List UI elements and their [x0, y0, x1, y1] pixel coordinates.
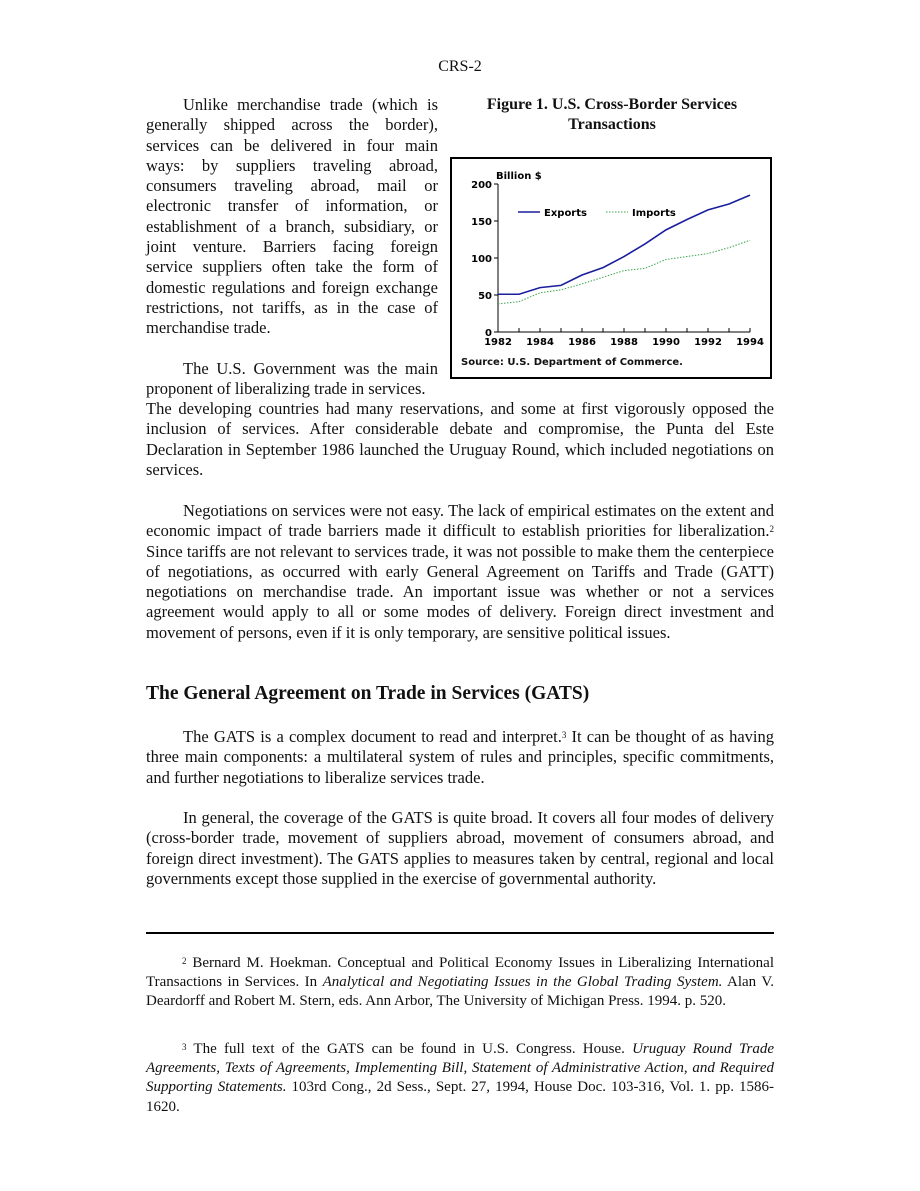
- intro-paragraph: Unlike merchandise trade (which is generally shipped across the border), services can be delivered in four main ways: by suppliers traveling abroad, consumers traveling abroad, mail or electronic transfer of information, or establishment of a branch, subsidiary, or joint venture. Barriers facing foreign service suppliers often take the form of domestic regulations and foreign exchange restrictions, not tariffs, as in the case of merchandise trade.: [146, 95, 438, 338]
- x-tick-label: 1988: [610, 337, 638, 348]
- gats-p1-text-b: It can be thought of as having three main components: a multilateral system of rules and principles, specific commitments, and further negotiations to liberalize services trade.: [146, 727, 774, 787]
- legend-label-imports: Imports: [632, 208, 676, 219]
- gats-paragraph-2: In general, the coverage of the GATS is quite broad. It covers all four modes of delivery (cross-border trade, movement of suppliers abroad, movement of consumers abroad, and foreign direct investment). The GATS applies to measures taken by central, regional and local governments except those supplied in the exercise of governmental authority.: [146, 808, 774, 888]
- footnote-ref-2[interactable]: 2: [769, 524, 774, 535]
- chart-source: Source: U.S. Department of Commerce.: [461, 357, 683, 368]
- line-chart: [452, 159, 770, 377]
- y-tick-label: 150: [471, 217, 492, 228]
- figure-1: [450, 95, 774, 368]
- y-tick-label: 200: [471, 180, 492, 191]
- series-line-exports: [498, 195, 750, 294]
- legend-label-exports: Exports: [544, 208, 587, 219]
- footnote-3: [146, 1040, 774, 1117]
- y-tick-label: 50: [478, 291, 492, 302]
- footnote-2-text-b: Alan V. Deardorff and Robert M. Stern, eds. Ann Arbor, The University of Michigan Press. 1994. p. 520.: [146, 974, 775, 1010]
- y-tick-label: 100: [471, 254, 492, 265]
- x-tick-label: 1986: [568, 337, 596, 348]
- page-header: CRS-2: [438, 58, 482, 75]
- gats-p1-text-a: The GATS is a complex document to read and interpret.: [183, 727, 562, 746]
- y-tick-label: 0: [485, 328, 492, 339]
- y-axis-label: Billion $: [496, 171, 542, 182]
- gats-paragraph-1: [146, 727, 774, 788]
- footnote-separator: [146, 932, 774, 934]
- chart-frame: [450, 157, 772, 379]
- x-tick-label: 1984: [526, 337, 554, 348]
- figure-title-line1: Figure 1. U.S. Cross-Border Services: [486, 96, 738, 113]
- footnote-3-text-b: 103rd Cong., 2d Sess., Sept. 27, 1994, House Doc. 103-316, Vol. 1. pp. 1586-1620.: [146, 1079, 774, 1115]
- footnote-2-italic: Analytical and Negotiating Issues in the Global Trading System.: [322, 974, 723, 991]
- government-paragraph-start: The U.S. Government was the main proponent of liberalizing trade in services.: [146, 359, 438, 399]
- series-line-imports: [498, 240, 750, 304]
- negotiations-paragraph: [146, 501, 774, 643]
- x-tick-label: 1994: [736, 337, 764, 348]
- negotiations-text-b: Since tariffs are not relevant to services trade, it was not possible to make them the centerpiece of negotiations, as occurred with early General Agreement on Tariffs and Trade (GATT) negotiations on merchandise trade. An important issue was whether or not a services agreement would apply to all or some modes of delivery. Foreign direct investment and movement of persons, even if it is only temporary, are sensitive political issues.: [146, 541, 774, 642]
- footnote-3-italic: Uruguay Round Trade Agreements, Texts of Agreements, Implementing Bill, Statement of Administrative Action, and Required Supporting Statements.: [146, 1041, 775, 1096]
- footnote-2-text-a: Bernard M. Hoekman. Conceptual and Political Economy Issues in Liberalizing International Transactions in Services. In: [146, 955, 774, 991]
- footnote-3-text-a: The full text of the GATS can be found in U.S. Congress. House.: [186, 1041, 633, 1057]
- footnote-ref-3[interactable]: 3: [561, 730, 567, 740]
- negotiations-text-a: Negotiations on services were not easy. The lack of empirical estimates on the extent and economic impact of trade barriers made it difficult to establish priorities for liberalization.: [146, 501, 774, 541]
- footnote-2-number: 2: [182, 956, 187, 966]
- x-tick-label: 1992: [694, 337, 722, 348]
- government-paragraph-continued: The developing countries had many reservations, and some at first vigorously opposed the inclusion of services. After considerable debate and compromise, the Punta del Este Declaration in September 1986 launched the Uruguay Round, which included negotiations on services.: [146, 399, 774, 479]
- x-tick-label: 1990: [652, 337, 680, 348]
- footnote-3-number: 3: [182, 1042, 187, 1052]
- figure-title-line2: Transactions: [568, 116, 656, 133]
- footnote-2: [146, 954, 774, 1012]
- x-tick-label: 1982: [484, 337, 512, 348]
- section-heading: The General Agreement on Trade in Services (GATS): [146, 683, 590, 704]
